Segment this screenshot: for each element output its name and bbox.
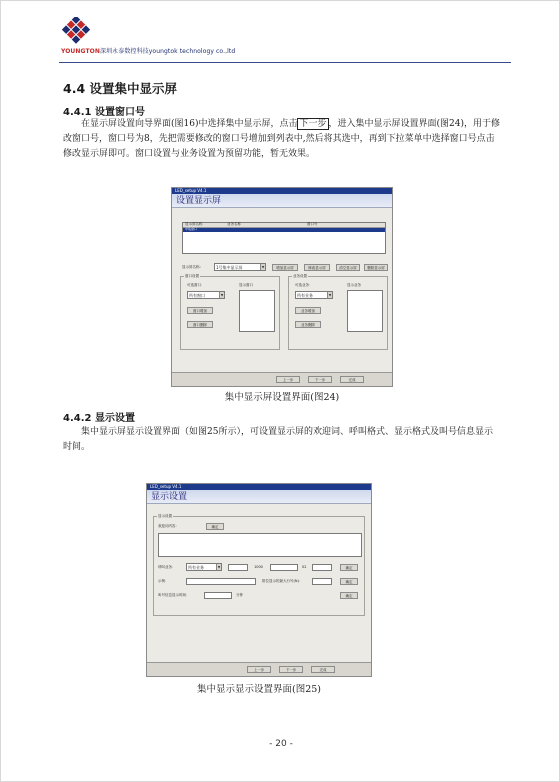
display-time-input[interactable]: [204, 592, 232, 599]
company-logo: [59, 17, 93, 47]
display-select[interactable]: 1号集中显示屏 ▼: [216, 265, 265, 270]
next-step-button[interactable]: 下一步: [279, 666, 303, 673]
business-select[interactable]: 所有业务 ▼: [297, 293, 332, 298]
figure-caption-25: 集中显示显示设置界面(图25): [196, 684, 321, 695]
modify-display-button[interactable]: 修改显示屏: [304, 264, 330, 271]
window-select[interactable]: 所有窗口 ▼: [189, 293, 224, 298]
welcome-confirm-button[interactable]: 确定: [206, 523, 224, 530]
finish-button[interactable]: 完成: [311, 666, 335, 673]
add-window-button[interactable]: 窗口增加: [187, 307, 213, 314]
group-title-display: 显示设置: [158, 514, 172, 518]
max-row-label: 排位显示的最大行号(N)：: [262, 579, 303, 583]
row-cell-name: 中集窗口: [185, 227, 198, 231]
page-number: - 20 -: [269, 739, 293, 749]
call-business-label: 呼叫业务：: [158, 565, 176, 569]
subsection-title-display: 4.4.2 显示设置: [63, 413, 135, 424]
display-settings-group: [153, 516, 365, 616]
section-title: 4.4 设置集中显示屏: [63, 81, 177, 96]
display-time-unit: 分钟: [236, 593, 243, 597]
subsection-title-window: 4.4.1 设置窗口号: [63, 107, 145, 118]
prev-step-button[interactable]: 上一步: [276, 376, 300, 383]
display-business-label: 显示业务: [347, 283, 361, 287]
paragraph-display-setup: 集中显示屏显示设置界面（如图25所示），可设置显示屏的欢迎词、呼叫格式、显示格式及叫号信息显示时间。: [63, 427, 493, 452]
sample-value-b: 02: [302, 565, 307, 569]
group-title-business: 业务设置: [293, 274, 307, 278]
max-row-confirm-button[interactable]: 确定: [340, 578, 358, 585]
wizard-nav-bar: [172, 372, 392, 386]
next-step-label: 下一步: [299, 119, 327, 129]
chevron-down-icon: ▼: [261, 265, 265, 269]
display-window-list[interactable]: [239, 290, 275, 332]
display-time-confirm-button[interactable]: 确定: [340, 592, 358, 599]
screenshot-display-settings: [146, 483, 372, 677]
business-settings-group: [288, 276, 388, 350]
display-business-list[interactable]: [347, 290, 383, 332]
col-header-business: 业务名称: [227, 222, 241, 226]
display-window-label: 显示窗口: [239, 283, 253, 287]
delete-window-button[interactable]: 窗口删除: [187, 321, 213, 328]
chevron-down-icon: ▼: [217, 565, 221, 569]
format-prefix-input[interactable]: [228, 564, 248, 571]
display-list-table[interactable]: [182, 222, 386, 254]
paragraph-window-setup: 在显示屏设置向导界面(图16)中选择集中显示屏，点击 下一步 ，进入集中显示屏设置界面(图24)，用于修改窗口号，窗口号为8，先把需要修改的窗口号增加到列表中,然后将其选中，再到下拉菜单中选择窗口号点击修改显示屏即可。窗口设置与业务设置为预留功能，暂无效果。: [63, 119, 500, 159]
example-label: 示例：: [158, 579, 169, 583]
window-settings-group: [180, 276, 280, 350]
add-business-button[interactable]: 业务增加: [295, 307, 321, 314]
col-header-name: 显示屏名称: [185, 222, 203, 226]
delete-display-button[interactable]: 删除显示屏: [364, 264, 388, 271]
delete-business-button[interactable]: 业务删除: [295, 321, 321, 328]
example-input[interactable]: [186, 578, 256, 585]
display-name-label: 显示屏名称:: [182, 265, 201, 269]
page-header: [59, 15, 511, 63]
sample-value-a: 1000: [254, 565, 263, 569]
chevron-down-icon: ▼: [328, 293, 332, 297]
format-suffix-input[interactable]: [312, 564, 332, 571]
wizard-nav-bar: [147, 662, 371, 676]
finish-button[interactable]: 完成: [340, 376, 364, 383]
welcome-text-input[interactable]: [158, 533, 362, 557]
group-title-window: 窗口设置: [185, 274, 199, 278]
clear-display-button[interactable]: 清空显示屏: [336, 264, 360, 271]
chevron-down-icon: ▼: [220, 293, 224, 297]
col-header-window: 窗口号: [307, 222, 318, 226]
screenshot-setup-display: [171, 187, 393, 387]
available-business-label: 可选业务：: [295, 283, 313, 287]
available-window-label: 可选窗口：: [187, 283, 205, 287]
table-row[interactable]: [183, 228, 385, 232]
window-heading: 设置显示屏: [172, 194, 392, 208]
window-titlebar: LED_setup V4.1: [147, 484, 371, 490]
max-row-input[interactable]: [312, 578, 332, 585]
next-step-button[interactable]: 下一步: [308, 376, 332, 383]
add-display-button[interactable]: 增加显示屏: [272, 264, 298, 271]
company-name: YOUNGTON深圳永泰数控科技youngtok technology co.,ltd: [61, 48, 236, 55]
format-confirm-button[interactable]: 确定: [340, 564, 358, 571]
window-heading: 显示设置: [147, 490, 371, 504]
window-titlebar: LED_setup V4.1: [172, 188, 392, 194]
call-business-select[interactable]: 所有业务 ▼: [188, 565, 221, 570]
display-time-label: 叫号信息显示时间：: [158, 593, 190, 597]
welcome-label: 欢迎词内容：: [158, 524, 179, 528]
figure-caption-24: 集中显示屏设置界面(图24): [224, 392, 340, 403]
prev-step-button[interactable]: 上一步: [247, 666, 271, 673]
format-mid-input[interactable]: [270, 564, 298, 571]
